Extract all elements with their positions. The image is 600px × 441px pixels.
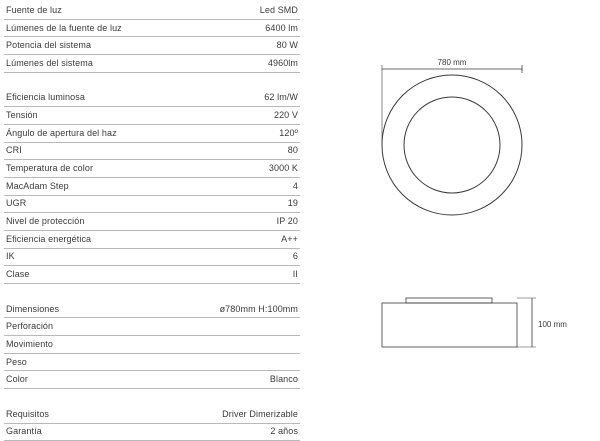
spec-row <box>4 301 300 319</box>
spec-row <box>4 37 300 55</box>
spec-row <box>4 354 300 372</box>
spec-row <box>4 213 300 231</box>
spec-label: Peso <box>4 358 27 367</box>
spec-value: II <box>293 270 300 279</box>
spec-value: 4 <box>293 182 300 191</box>
top-view-drawing <box>382 58 522 215</box>
top-view-dimension-label: 780 mm <box>438 58 467 67</box>
spec-value: 80 W <box>277 41 300 50</box>
spec-label: Tensión <box>4 111 38 120</box>
spec-value: IP 20 <box>277 217 300 226</box>
spec-row <box>4 160 300 178</box>
spec-value: 6 <box>293 252 300 261</box>
spec-label: Lúmenes de la fuente de luz <box>4 24 122 33</box>
spec-row <box>4 424 300 441</box>
spec-row <box>4 371 300 389</box>
spec-label: Dimensiones <box>4 305 59 314</box>
spec-label: Movimiento <box>4 340 53 349</box>
spec-label: Fuente de luz <box>4 6 62 15</box>
spec-value: Driver Dimerizable <box>222 410 300 419</box>
spec-label: Lúmenes del sistema <box>4 59 93 68</box>
spec-label: Perforación <box>4 322 53 331</box>
spec-group-2 <box>4 89 300 284</box>
spec-row <box>4 196 300 214</box>
drawings-svg <box>360 40 600 370</box>
spec-label: Ángulo de apertura del haz <box>4 129 117 138</box>
spec-row <box>4 406 300 424</box>
spec-value: 6400 lm <box>265 24 300 33</box>
spec-label: Requisitos <box>4 410 49 419</box>
spec-value: Blanco <box>270 375 300 384</box>
spec-row <box>4 55 300 73</box>
spec-label: Nivel de protección <box>4 217 84 226</box>
spec-label: CRI <box>4 146 22 155</box>
spec-value: 120º <box>279 129 300 138</box>
luminaire-body <box>382 303 517 347</box>
spec-label: Color <box>4 375 28 384</box>
side-view-drawing <box>382 298 567 347</box>
spec-label: IK <box>4 252 15 261</box>
spec-row <box>4 143 300 161</box>
spec-value: 4960lm <box>268 59 300 68</box>
spec-value: A++ <box>281 235 300 244</box>
spec-value: ø780mm H:100mm <box>220 305 300 314</box>
spec-value: 2 años <box>270 427 300 436</box>
inner-ring <box>404 97 500 193</box>
spec-row <box>4 318 300 336</box>
outer-ring <box>382 75 522 215</box>
spec-value: 19 <box>288 199 300 208</box>
spec-value: 80 <box>288 146 300 155</box>
spec-row <box>4 125 300 143</box>
spec-label: Clase <box>4 270 30 279</box>
spec-group-3 <box>4 301 300 389</box>
spec-row <box>4 89 300 107</box>
spec-label: Temperatura de color <box>4 164 93 173</box>
spec-value: Led SMD <box>260 6 300 15</box>
spec-label: MacAdam Step <box>4 182 69 191</box>
group-spacer <box>4 389 300 406</box>
spec-row <box>4 336 300 354</box>
spec-value: 3000 K <box>269 164 300 173</box>
spec-label: Eficiencia energética <box>4 235 91 244</box>
spec-row <box>4 20 300 38</box>
mounting-plate <box>406 298 492 303</box>
spec-group-4 <box>4 406 300 441</box>
spec-value: 220 V <box>274 111 300 120</box>
technical-drawings <box>360 40 600 370</box>
spec-row <box>4 2 300 20</box>
spec-row <box>4 231 300 249</box>
spec-row <box>4 266 300 284</box>
spec-label: Garantía <box>4 427 42 436</box>
spec-group-1 <box>4 2 300 73</box>
spec-row <box>4 107 300 125</box>
spec-label: Potencia del sistema <box>4 41 91 50</box>
spec-row <box>4 178 300 196</box>
spec-value: 62 lm/W <box>264 93 300 102</box>
side-view-dimension-label: 100 mm <box>538 320 567 329</box>
spec-label: UGR <box>4 199 26 208</box>
group-spacer <box>4 284 300 301</box>
group-spacer <box>4 73 300 90</box>
spec-table <box>4 2 300 441</box>
spec-label: Eficiencia luminosa <box>4 93 85 102</box>
spec-row <box>4 249 300 267</box>
